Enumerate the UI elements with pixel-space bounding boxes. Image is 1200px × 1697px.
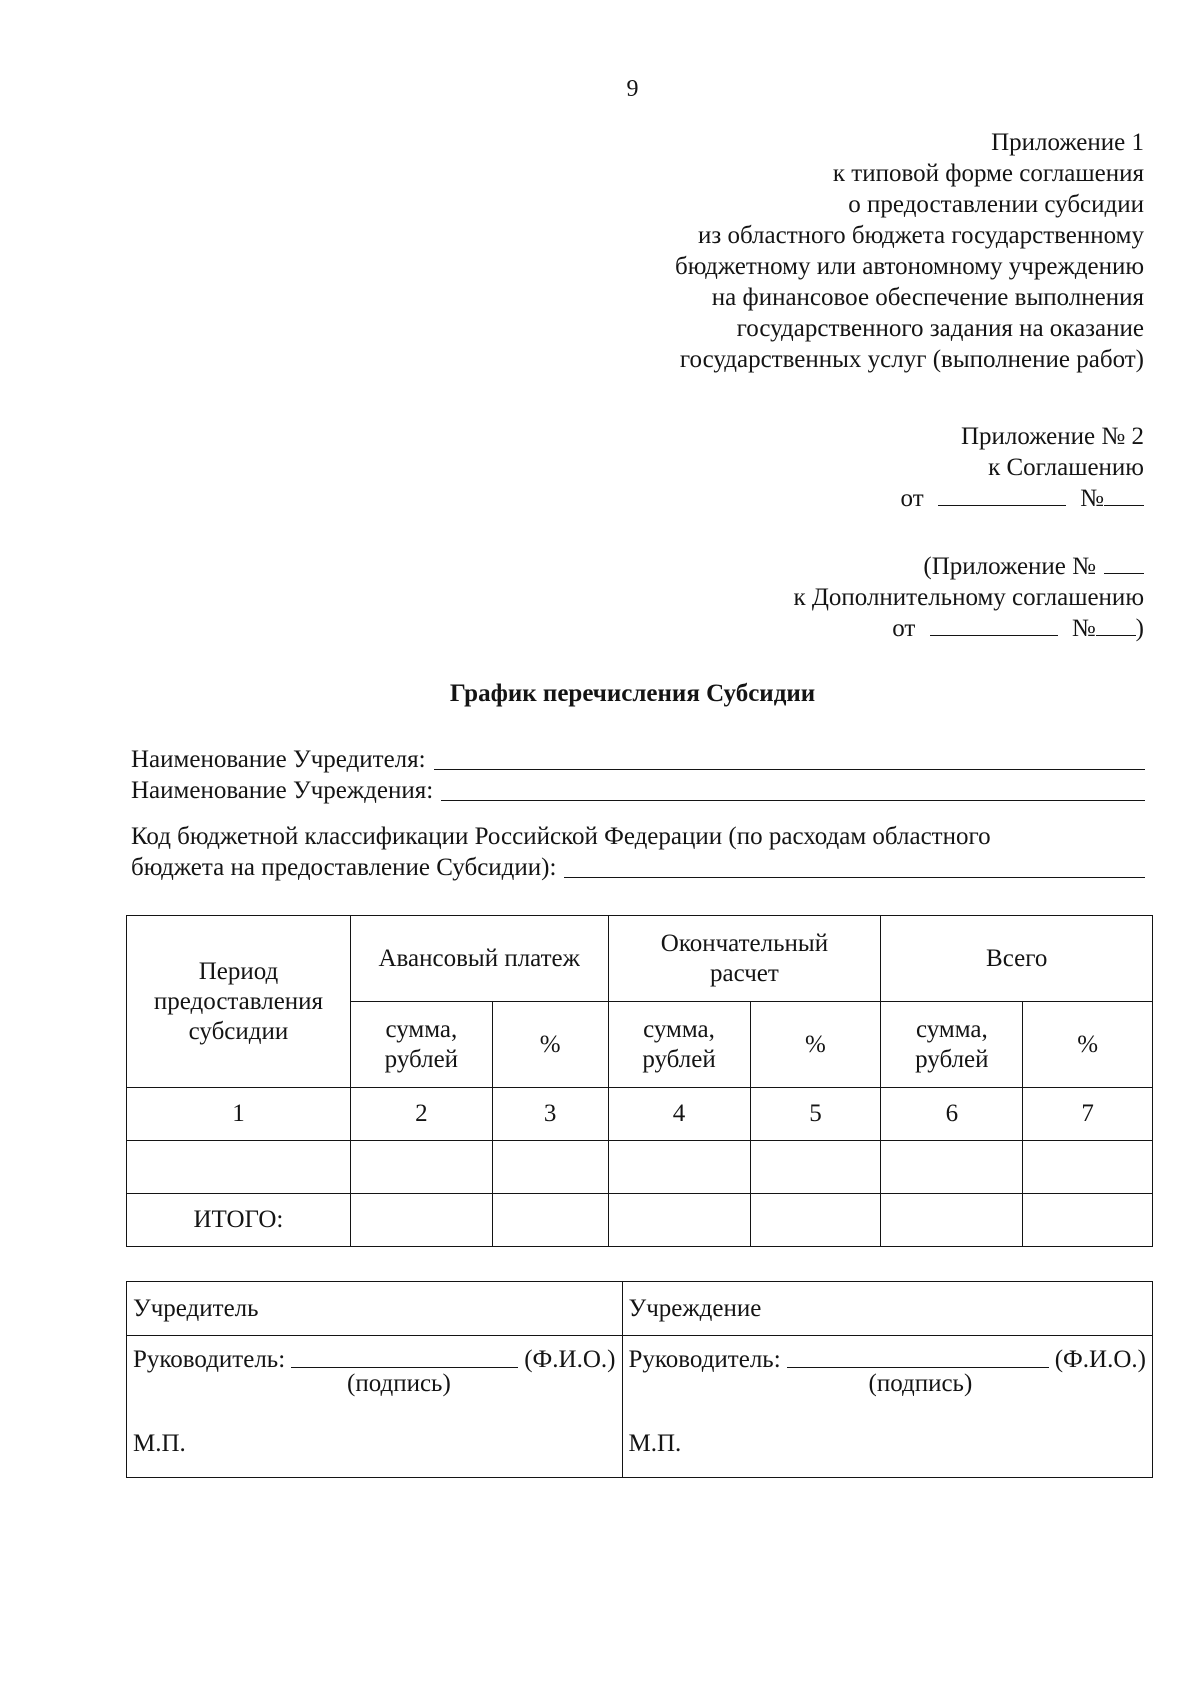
founder-signature-field[interactable]: [291, 1347, 518, 1368]
appendix-1-line: государственных услуг (выполнение работ): [679, 346, 1144, 373]
signature-hint: (подпись): [868, 1370, 973, 1397]
column-number: 7: [1023, 1088, 1153, 1141]
appendix-2-header: [901, 421, 1144, 514]
appendix-1-line: Приложение 1: [991, 129, 1144, 156]
institution-signature-field[interactable]: [787, 1347, 1049, 1368]
fio-label: (Ф.И.О.): [1054, 1346, 1146, 1373]
column-number: 2: [350, 1088, 492, 1141]
institution-signature-cell: [622, 1336, 1153, 1478]
table-cell[interactable]: [492, 1141, 608, 1194]
budget-code-line-1: Код бюджетной классификации Российской Федерации (по расходам областного: [131, 823, 991, 850]
table-cell[interactable]: [350, 1194, 492, 1247]
appendix-1-line: государственного задания на оказание: [736, 315, 1144, 342]
additional-agreement-date-number: [793, 613, 1144, 644]
table-cell[interactable]: [750, 1141, 881, 1194]
number-field[interactable]: [1104, 485, 1144, 506]
signature-table: [126, 1281, 1153, 1478]
table-cell[interactable]: [750, 1194, 881, 1247]
column-number: 5: [750, 1088, 881, 1141]
head-label: Руководитель:: [628, 1346, 781, 1373]
head-label: Руководитель:: [133, 1346, 286, 1373]
founder-signature-cell: [127, 1336, 623, 1478]
signature-hint: (подпись): [347, 1370, 451, 1397]
budget-code-label: бюджета на предоставление Субсидии):: [131, 854, 557, 881]
appendix-1-line: к типовой форме соглашения: [832, 160, 1144, 187]
payment-schedule-table: [126, 915, 1153, 1247]
appendix-1-line: из областного бюджета государственному: [697, 222, 1144, 249]
subheader-final-percent: %: [750, 1002, 881, 1088]
institution-header: Учреждение: [622, 1282, 1153, 1336]
additional-agreement-title: [793, 551, 1144, 582]
subheader-total-sum: сумма, рублей: [881, 1002, 1023, 1088]
header-final-settlement: Окончательный расчет: [608, 916, 881, 1002]
subheader-advance-sum: сумма, рублей: [350, 1002, 492, 1088]
number-field[interactable]: [1104, 553, 1144, 574]
subheader-final-sum: сумма, рублей: [608, 1002, 750, 1088]
budget-code-row: [131, 852, 1145, 883]
table-cell[interactable]: [881, 1194, 1023, 1247]
appendix-1-header: [675, 127, 1144, 375]
table-cell[interactable]: [608, 1194, 750, 1247]
header-advance-payment: Авансовый платеж: [350, 916, 608, 1002]
number-label: №: [1071, 615, 1096, 642]
table-cell[interactable]: [492, 1194, 608, 1247]
column-number: 1: [127, 1088, 351, 1141]
table-cell[interactable]: [608, 1141, 750, 1194]
appendix-1-line: о предоставлении субсидии: [848, 191, 1144, 218]
column-number: 6: [881, 1088, 1023, 1141]
fio-label: (Ф.И.О.): [524, 1346, 616, 1373]
seal-label: М.П.: [133, 1430, 186, 1457]
total-row: [127, 1194, 1153, 1247]
date-field[interactable]: [930, 615, 1058, 636]
additional-agreement-header: [793, 551, 1144, 644]
appendix-2-date-number: [901, 483, 1144, 514]
subheader-total-percent: %: [1023, 1002, 1153, 1088]
date-field[interactable]: [938, 485, 1066, 506]
from-label: от: [892, 615, 916, 642]
institution-name-row: [131, 775, 1145, 806]
column-number: 3: [492, 1088, 608, 1141]
founder-name-row: [131, 744, 1145, 775]
additional-agreement-subtitle: к Дополнительному соглашению: [793, 584, 1144, 611]
table-cell[interactable]: [1023, 1194, 1153, 1247]
table-row: [127, 1141, 1153, 1194]
table-cell[interactable]: [127, 1141, 351, 1194]
table-cell[interactable]: [350, 1141, 492, 1194]
founder-header: Учредитель: [127, 1282, 623, 1336]
number-field[interactable]: [1096, 615, 1136, 636]
table-cell[interactable]: [1023, 1141, 1153, 1194]
founder-name-field[interactable]: [434, 747, 1145, 770]
column-number: 4: [608, 1088, 750, 1141]
signature-body-row: [127, 1336, 1153, 1478]
appendix-1-line: на финансовое обеспечение выполнения: [711, 284, 1144, 311]
total-row-label: ИТОГО:: [127, 1194, 351, 1247]
from-label: от: [900, 485, 924, 512]
budget-code-field[interactable]: [564, 855, 1145, 878]
additional-agreement-label: (Приложение №: [923, 553, 1096, 580]
appendix-2-title: Приложение № 2: [960, 423, 1144, 450]
institution-name-label: Наименование Учреждения:: [131, 777, 434, 804]
subheader-advance-percent: %: [492, 1002, 608, 1088]
document-title: График перечисления Субсидии: [449, 680, 816, 707]
header-total: Всего: [881, 916, 1153, 1002]
table-cell[interactable]: [881, 1141, 1023, 1194]
seal-label: М.П.: [628, 1430, 682, 1457]
closing-paren: ): [1135, 615, 1144, 642]
header-period: Период предоставления субсидии: [127, 916, 351, 1088]
number-label: №: [1080, 485, 1104, 512]
signature-header-row: [127, 1282, 1153, 1336]
page-number: 9: [626, 76, 639, 102]
table-header-row: [127, 916, 1153, 1002]
institution-name-field[interactable]: [441, 778, 1145, 801]
appendix-2-subtitle: к Соглашению: [988, 454, 1144, 481]
column-number-row: [127, 1088, 1153, 1141]
appendix-1-line: бюджетному или автономному учреждению: [674, 253, 1144, 280]
founder-name-label: Наименование Учредителя:: [131, 746, 426, 773]
